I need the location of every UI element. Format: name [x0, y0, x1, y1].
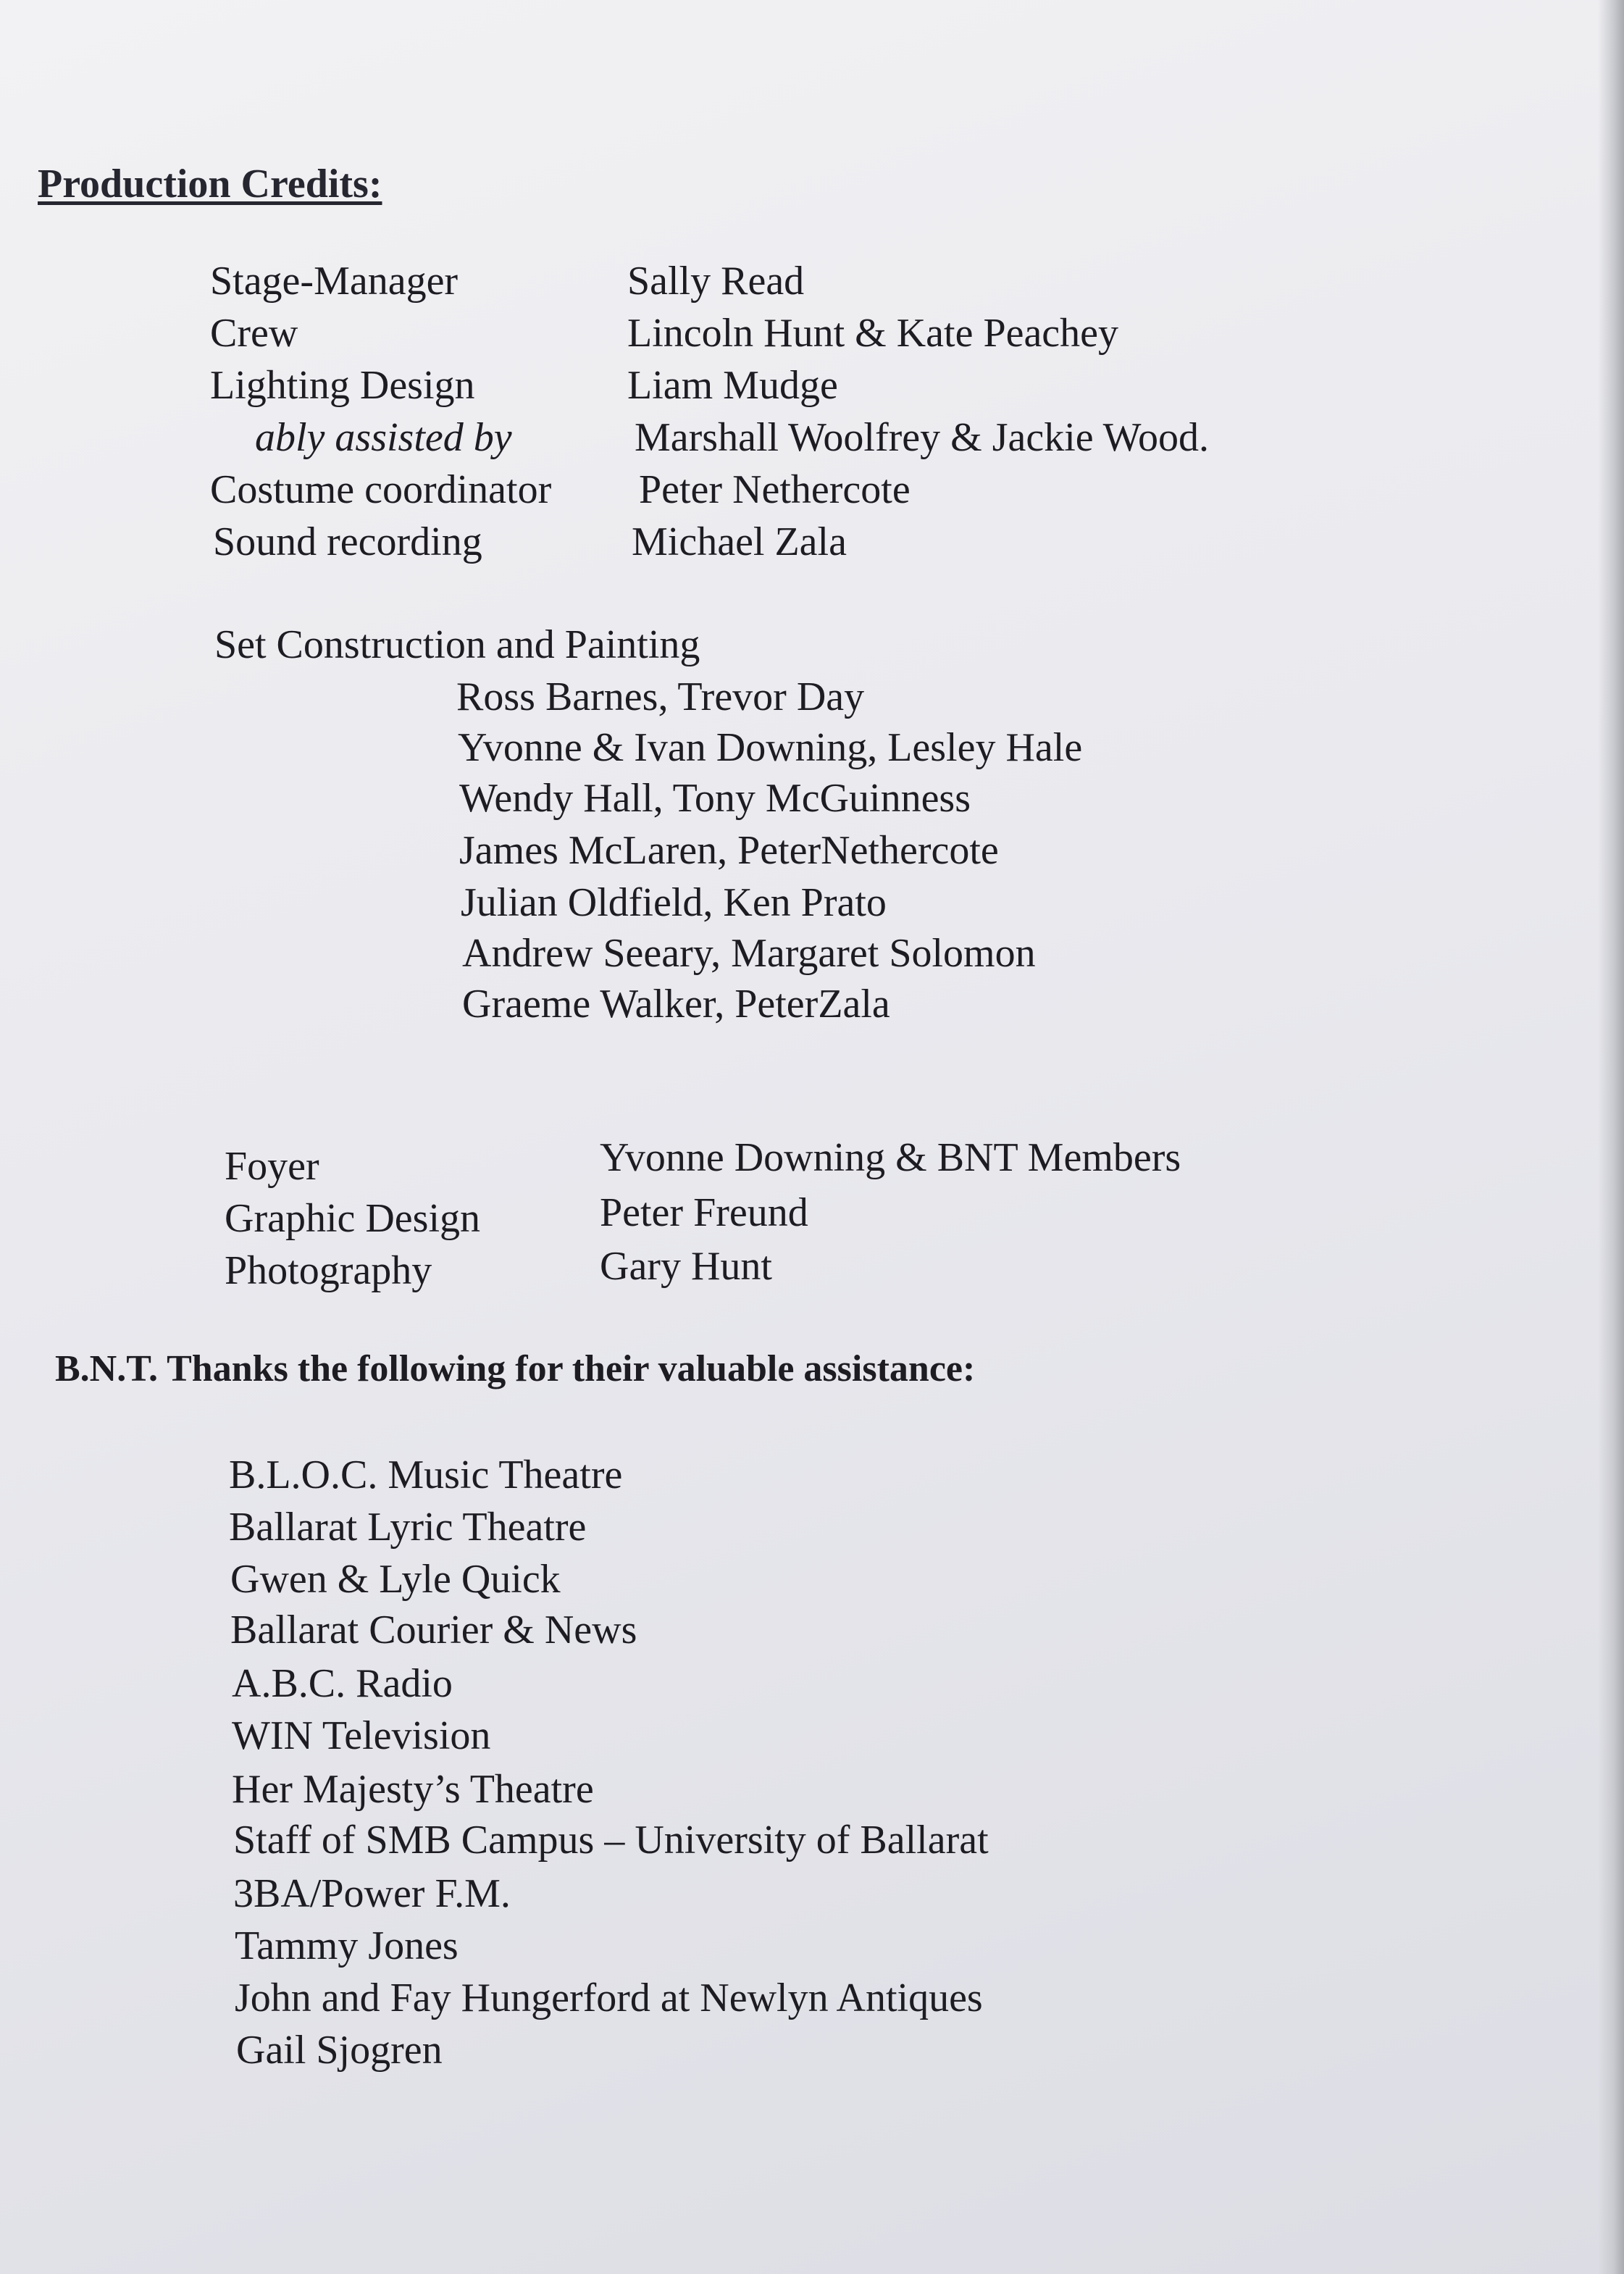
production-credits-heading: Production Credits:	[38, 162, 382, 206]
credit-role: Costume coordinator	[210, 467, 552, 512]
credit-role: Photography	[225, 1248, 432, 1293]
credit-name: Lincoln Hunt & Kate Peachey	[627, 311, 1119, 356]
set-construction-name: Wendy Hall, Tony McGuinness	[459, 776, 971, 821]
thanks-item: John and Fay Hungerford at Newlyn Antiques	[235, 1976, 983, 2020]
set-construction-name: Andrew Seeary, Margaret Solomon	[462, 931, 1036, 976]
thanks-item: A.B.C. Radio	[232, 1661, 453, 1706]
credit-role: Stage-Manager	[210, 259, 459, 304]
credit-role: Lighting Design	[210, 363, 475, 408]
set-construction-title: Set Construction and Painting	[214, 622, 700, 667]
set-construction-name: Yvonne & Ivan Downing, Lesley Hale	[458, 725, 1083, 770]
thanks-item: Tammy Jones	[235, 1923, 459, 1968]
thanks-item: Ballarat Lyric Theatre	[229, 1505, 587, 1550]
credit-name: Marshall Woolfrey & Jackie Wood.	[635, 415, 1209, 460]
set-construction-name: Graeme Walker, PeterZala	[462, 982, 890, 1027]
thanks-item: 3BA/Power F.M.	[233, 1871, 511, 1916]
credit-name: Michael Zala	[632, 519, 847, 564]
thanks-item: Her Majesty’s Theatre	[232, 1767, 594, 1812]
credit-role: Graphic Design	[225, 1196, 481, 1241]
set-construction-name: Ross Barnes, Trevor Day	[456, 674, 865, 719]
credit-name: Liam Mudge	[627, 363, 838, 408]
credit-name: Peter Freund	[600, 1190, 808, 1235]
thanks-item: Staff of SMB Campus – University of Ballarat	[233, 1818, 989, 1863]
credit-name: Peter Nethercote	[639, 467, 911, 512]
thanks-item: B.L.O.C. Music Theatre	[229, 1452, 623, 1497]
thanks-item: Gail Sjogren	[236, 2028, 443, 2073]
thanks-item: Gwen & Lyle Quick	[230, 1557, 561, 1602]
page-edge-shadow	[1598, 0, 1624, 2274]
credit-name: Yvonne Downing & BNT Members	[600, 1135, 1181, 1180]
thanks-heading: B.N.T. Thanks the following for their valuable assistance:	[55, 1348, 976, 1389]
credit-role: ably assisted by	[255, 415, 512, 460]
set-construction-name: James McLaren, PeterNethercote	[459, 828, 999, 873]
thanks-item: WIN Television	[232, 1713, 491, 1758]
credit-role: Sound recording	[213, 519, 482, 564]
credit-name: Gary Hunt	[600, 1244, 772, 1289]
credit-role: Foyer	[225, 1144, 319, 1189]
credit-name: Sally Read	[627, 259, 805, 304]
thanks-item: Ballarat Courier & News	[230, 1608, 637, 1652]
set-construction-name: Julian Oldfield, Ken Prato	[461, 880, 887, 925]
credit-role: Crew	[210, 311, 298, 356]
